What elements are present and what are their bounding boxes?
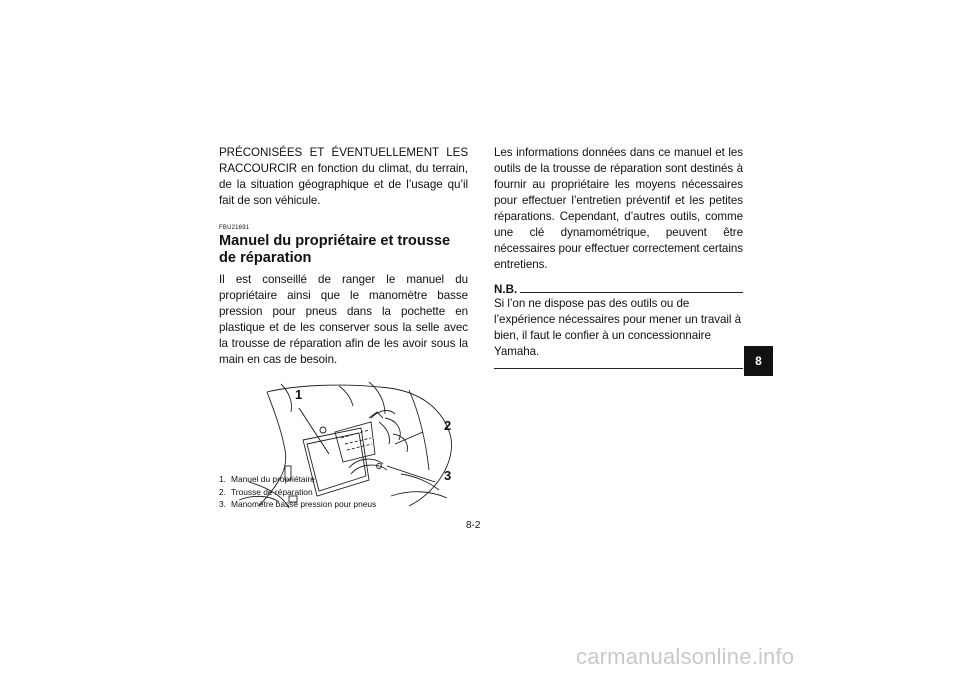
right-column	[494, 145, 743, 369]
note-header	[494, 284, 743, 296]
caption-3-text: Manomètre basse pression pour pneus	[231, 499, 377, 509]
note-label: N.B.	[494, 283, 518, 296]
section-paragraph: Il est conseillé de ranger le manuel du propriétaire ainsi que le manomètre basse pression pour pneus dans la pochette en plastique et de les conserver sous la selle avec la trousse de réparation afin de les avoir sous la main en cas de besoin.	[219, 273, 468, 366]
callout-1: 1	[295, 387, 303, 402]
section-heading: Manuel du propriétaire et trousse de réparation	[219, 233, 451, 266]
section-code: FBU21691	[219, 225, 250, 231]
page-number: 8-2	[466, 520, 481, 531]
caption-3-number: 3.	[219, 499, 226, 509]
caption-1-text: Manuel du propriétaire	[231, 474, 315, 484]
callout-3: 3	[444, 468, 452, 483]
left-column	[219, 145, 468, 510]
caption-3	[219, 498, 469, 511]
note-rule	[520, 292, 743, 293]
caption-2-text: Trousse de réparation	[231, 486, 313, 497]
caption-2-number: 2.	[219, 486, 226, 497]
caption-1	[219, 473, 469, 486]
callout-2: 2	[444, 418, 452, 433]
note-end-rule	[494, 368, 743, 369]
caption-1-number: 1.	[219, 474, 226, 484]
caption-2	[219, 486, 469, 499]
note-text: Si l’on ne dispose pas des outils ou de l’expérience nécessaires pour mener un travail à bien, il faut le confier à un concessionnaire Yamaha.	[494, 297, 741, 358]
tools-paragraph: Les informations données dans ce manuel et les outils de la trousse de réparation sont destinés à fournir au propriétaire les moyens nécessaires pour effectuer l’entretien préventif et les petites réparations. Cependant, d’autres outils, comme une clé dynamométrique, peuvent être nécessaires pour effectuer correctement certains entretiens.	[494, 146, 743, 271]
intro-paragraph: PRÉCONISÉES ET ÉVENTUELLEMENT LES RACCOURCIR en fonction du climat, du terrain, de la situation géographique et de l’usage qu’il fait de son véhicule.	[219, 146, 468, 207]
figure-captions	[219, 473, 469, 511]
chapter-tab: 8	[744, 346, 773, 376]
watermark: carmanualsonline.info	[576, 644, 795, 669]
